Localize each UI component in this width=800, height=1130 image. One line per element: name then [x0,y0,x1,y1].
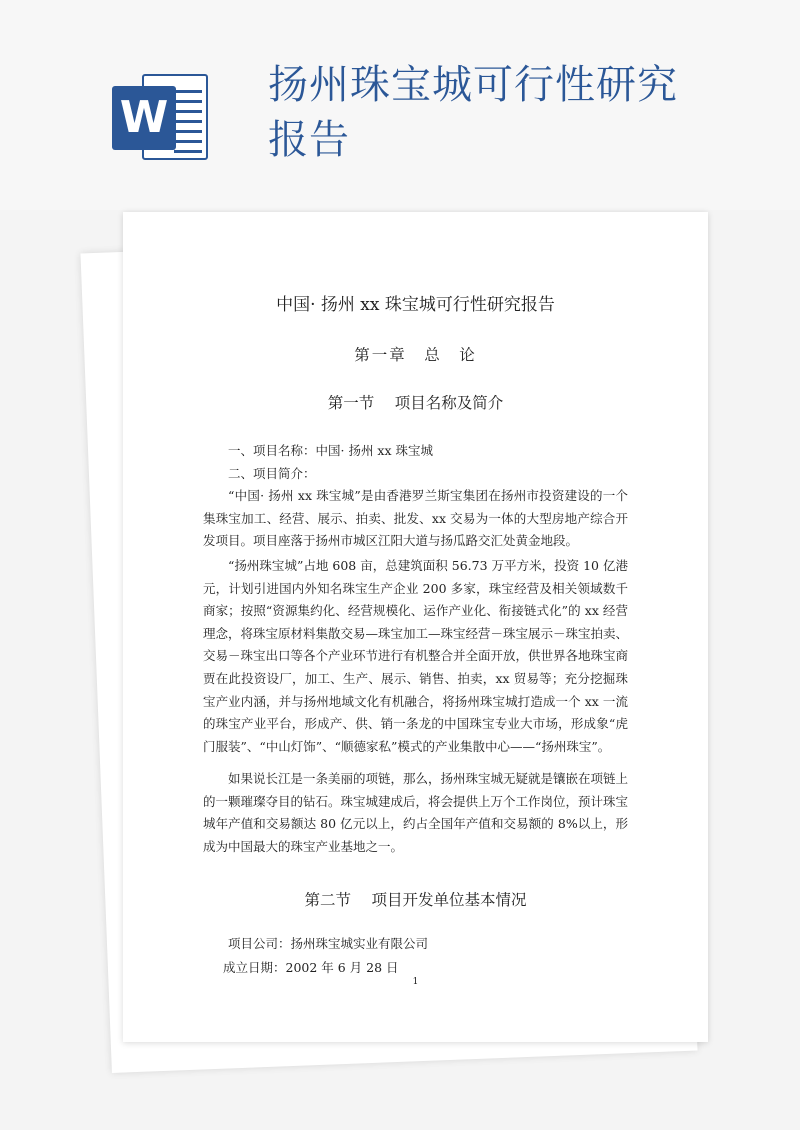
section2-heading: 第二节 项目开发单位基本情况 [304,891,527,909]
page-content [123,212,708,1042]
word-w-badge: W [112,86,176,150]
section1-heading: 第一节 项目名称及简介 [327,394,504,412]
intro-paragraph: “中国· 扬州 xx 珠宝城”是由香港罗兰斯宝集团在扬州市投资建设的一个集珠宝加工、经营、展示、拍卖、批发、xx 交易为一体的大型房地产综合开发项目。项目座落于扬州市城区江阳大道与扬瓜路交汇处黄金地段。 [203,488,628,549]
project-intro-item: 二、项目简介： [228,466,316,481]
vision-paragraph: 如果说长江是一条美丽的项链，那么，扬州珠宝城无疑就是镶嵌在项链上的一颗璀璨夺目的钻石。珠宝城建成后，将会提供上万个工作岗位，预计珠宝城年产值和交易额达 80 亿元以上，约占全国年产值和交易额的 8%以上，形成为中国最大的珠宝产业基地之一。 [203,771,629,854]
scale-paragraph: “扬州珠宝城”占地 608 亩，总建筑面积 56.73 万平方米，投资 10 亿港元，计划引进国内外知名珠宝生产企业 200 多家，珠宝经营及相关领域数千商家；按照“资源集约化、经营规模化、运作产业化、衔接链式化”的 xx 经营理念，将珠宝原材料集散交易—珠宝加工—珠宝经营－珠宝展示－珠宝拍卖、交易－珠宝出口等各个产业环节进行有机整合并全面开放，供世界各地珠宝商贾在此投资设厂，加工、生产、展示、销售、拍卖，xx 贸易等；充分挖掘珠宝产业内涵，并与扬州地域文化有机融合，将扬州珠宝城打造成一个 xx 一流的珠宝产业平台，形成产、供、销一条龙的中国珠宝专业大市场，形成象“虎门服装”、“中山灯饰”、“顺德家私”模式的产业集散中心——“扬州珠宝”。 [203,558,629,754]
document-title: 扬州珠宝城可行性研究报告 [268,62,678,163]
company-line: 项目公司：扬州珠宝城实业有限公司 [228,936,429,951]
document-page [123,212,708,1042]
header [0,0,800,210]
report-main-title: 中国· 扬州 xx 珠宝城可行性研究报告 [276,295,555,315]
page-number: 1 [412,977,419,987]
founded-date-line: 成立日期：2002 年 6 月 28 日 [223,960,399,975]
word-document-icon [112,68,212,168]
chapter-heading: 第一章 总 论 [354,346,477,364]
project-name-item: 一、项目名称：中国· 扬州 xx 珠宝城 [228,443,433,458]
